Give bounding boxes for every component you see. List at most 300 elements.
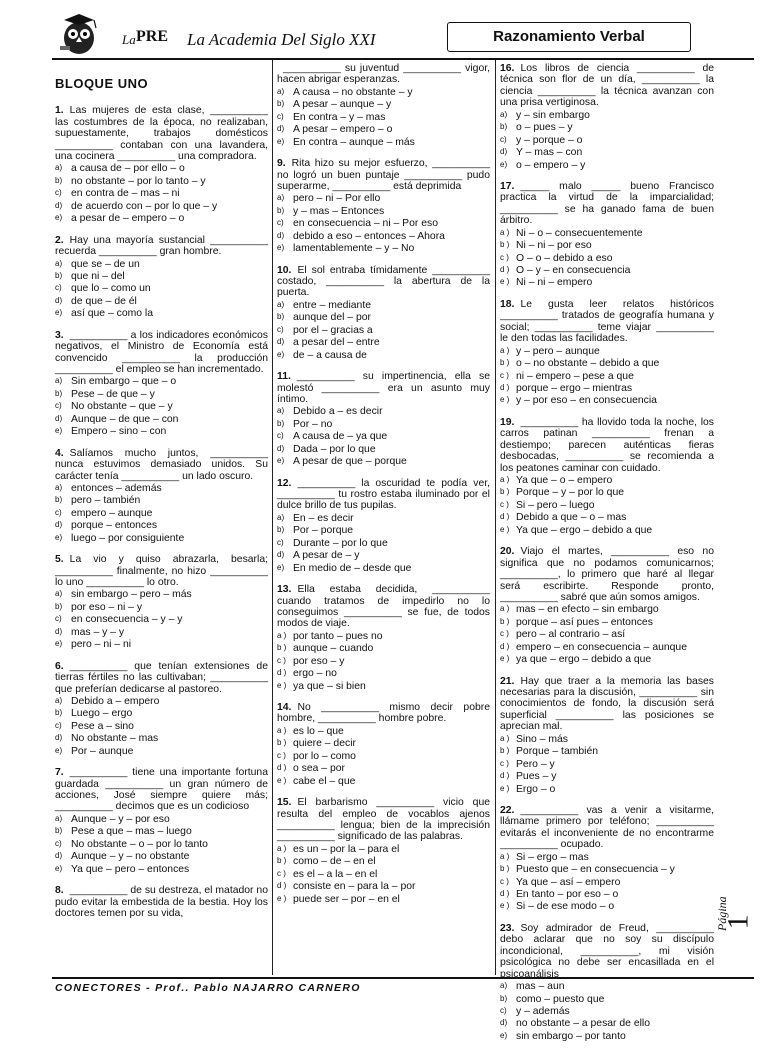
- answer-option: [500, 734, 714, 745]
- answer-option: [55, 389, 268, 400]
- option-letter: b): [277, 205, 285, 215]
- option-letter: b): [55, 708, 63, 718]
- answer-option: [277, 631, 490, 642]
- answer-option: [277, 668, 490, 679]
- question-text: El sol entraba tímidamente __________ costado, __________ la abertura de la puerta.: [277, 264, 490, 299]
- answer-option: [500, 358, 714, 369]
- option-text: A pesar de – y: [293, 550, 360, 562]
- option-text: Aunque – y – no obstante: [71, 851, 190, 863]
- option-text: Si – ergo – mas: [516, 851, 589, 863]
- option-text: Porque – y – por lo que: [516, 487, 625, 499]
- option-letter: d ): [500, 265, 510, 274]
- option-letter: b): [55, 601, 63, 611]
- answer-option: [55, 176, 268, 187]
- option-text: de acuerdo con – por lo que – y: [71, 200, 218, 212]
- answer-option: [55, 746, 268, 757]
- academy-title: La Academia Del Siglo XXI: [187, 30, 376, 49]
- answer-option: [500, 487, 714, 498]
- option-text: porque – así pues – entonces: [516, 616, 653, 628]
- option-letter: e): [277, 456, 285, 466]
- question-stem: [500, 923, 714, 980]
- question-stem: [55, 330, 268, 376]
- option-letter: e ): [500, 901, 510, 911]
- question-item: [500, 676, 714, 795]
- option-letter: e): [55, 213, 63, 223]
- answer-option: [500, 525, 714, 536]
- question-stem: [277, 371, 490, 405]
- answer-option: [277, 350, 490, 361]
- question-number: 12.: [277, 477, 292, 489]
- option-text: Puesto que – en consecuencia – y: [516, 864, 675, 876]
- option-text: y – por eso – en consecuencia: [516, 395, 657, 407]
- question-number: 20.: [500, 546, 515, 558]
- answer-option: [500, 629, 714, 640]
- option-text: que ni – del: [71, 270, 125, 282]
- option-letter: c): [55, 283, 62, 293]
- option-letter: c): [55, 507, 62, 517]
- answer-option: [500, 383, 714, 394]
- option-letter: a ): [500, 227, 510, 237]
- answer-option: [55, 826, 268, 837]
- brand-la: La: [122, 32, 136, 47]
- question-item: [55, 105, 268, 224]
- question-item: [500, 546, 714, 665]
- option-text: Sino – más: [516, 733, 568, 745]
- answer-option: [500, 864, 714, 875]
- question-item: [277, 63, 490, 148]
- option-letter: c): [277, 324, 284, 334]
- option-letter: a): [55, 695, 63, 705]
- option-letter: b): [500, 122, 508, 132]
- option-letter: a): [55, 163, 63, 173]
- answer-option: [55, 201, 268, 212]
- option-text: No obstante – mas: [71, 733, 159, 745]
- answer-option: [277, 99, 490, 110]
- answer-option: [277, 563, 490, 574]
- option-text: entre – mediante: [293, 299, 371, 311]
- question-stem: [55, 885, 268, 919]
- question-text: No __________ mismo decir pobre hombre, __________ hombre pobre.: [277, 702, 490, 725]
- answer-option: [277, 124, 490, 135]
- option-letter: c ): [277, 655, 286, 665]
- option-letter: e): [55, 745, 63, 755]
- answer-option: [277, 87, 490, 98]
- question-number: 22.: [500, 804, 515, 816]
- answer-option: [277, 218, 490, 229]
- answer-option: [277, 193, 490, 204]
- question-number: 10.: [277, 264, 292, 276]
- option-letter: b ): [500, 746, 510, 756]
- option-letter: d): [55, 733, 63, 743]
- answer-option: [500, 371, 714, 382]
- option-letter: a ): [500, 604, 510, 614]
- option-text: sin embargo – pero – más: [71, 589, 192, 601]
- option-text: en contra de – mas – ni: [71, 188, 180, 200]
- option-letter: e): [277, 349, 285, 359]
- option-text: por eso – y: [293, 655, 345, 667]
- option-text: o sea – por: [293, 763, 345, 775]
- option-letter: d ): [500, 641, 510, 651]
- question-item: [55, 661, 268, 758]
- answer-option: [277, 881, 490, 892]
- option-text: por lo – como: [293, 750, 356, 762]
- answer-option: [277, 726, 490, 737]
- option-text: A pesar de que – porque: [293, 456, 407, 468]
- answer-option: [500, 500, 714, 511]
- option-text: entonces – además: [71, 482, 162, 494]
- question-number: 5.: [55, 554, 64, 566]
- option-text: mas – en efecto – sin embargo: [516, 604, 659, 616]
- option-letter: d): [55, 200, 63, 210]
- option-text: Ni – o – consecuentemente: [516, 227, 643, 239]
- option-letter: b): [55, 270, 63, 280]
- question-list: [55, 105, 268, 919]
- question-number: 11.: [277, 371, 291, 383]
- answer-option: [55, 376, 268, 387]
- option-text: a pesar del – entre: [293, 337, 380, 349]
- question-item: [277, 702, 490, 787]
- option-text: Debido a que – o – mas: [516, 512, 627, 524]
- question-stem: [55, 554, 268, 588]
- option-letter: c ): [500, 629, 509, 639]
- option-letter: e ): [277, 893, 287, 903]
- option-text: y – mas – Entonces: [293, 205, 385, 217]
- question-stem: [55, 448, 268, 482]
- question-number: 14.: [277, 702, 292, 713]
- answer-option: [55, 283, 268, 294]
- answer-option: [277, 419, 490, 430]
- option-text: y – pero – aunque: [516, 345, 600, 357]
- option-letter: b): [277, 99, 285, 109]
- question-item: [277, 158, 490, 255]
- option-text: por eso – ni – y: [71, 601, 143, 613]
- option-letter: e): [55, 639, 63, 649]
- question-number: 21.: [500, 675, 515, 687]
- question-stem: [277, 702, 490, 725]
- answer-option: [277, 456, 490, 467]
- option-text: aunque – cuando: [293, 643, 374, 655]
- option-text: Por – aunque: [71, 745, 134, 757]
- answer-option: [500, 147, 714, 158]
- answer-option: [55, 308, 268, 319]
- answer-option: [277, 137, 490, 148]
- answer-option: [55, 163, 268, 174]
- option-text: Sin embargo – que – o: [71, 376, 177, 388]
- option-letter: a): [277, 512, 285, 522]
- question-text: Las mujeres de esta clase, __________ las costumbres de la época, no realizaban, supuestamente, trabajos domésticos __________ contaban con una lavandera, una cocinera __________ una compradora.: [55, 105, 268, 163]
- option-text: En medio de – desde que: [293, 562, 412, 574]
- option-text: luego – por consiguiente: [71, 532, 185, 544]
- question-stem: [500, 676, 714, 733]
- question-text: Viajo el martes, __________ eso no significa que no podamos comunicarnos; __________, lo primero que haré al llegar será escribirte. Responde pronto, __________ sabré que aún somos amigos.: [500, 546, 714, 603]
- answer-option: [500, 240, 714, 251]
- option-letter: a): [277, 299, 285, 309]
- option-text: En tanto – por eso – o: [516, 889, 619, 900]
- question-text: Hay una mayoría sustancial __________ recuerda __________ gran hombre.: [55, 234, 268, 258]
- option-text: en consecuencia – ni – Por eso: [293, 218, 438, 230]
- option-text: mas – y – y: [71, 626, 125, 638]
- option-text: Y – mas – con: [516, 147, 583, 159]
- option-letter: e): [55, 532, 63, 542]
- option-text: empero – en consecuencia – aunque: [516, 641, 687, 653]
- option-letter: e ): [500, 395, 510, 405]
- answer-option: [277, 538, 490, 549]
- answer-option: [277, 206, 490, 217]
- option-letter: a): [277, 406, 285, 416]
- option-letter: b ): [277, 856, 287, 866]
- option-text: así que – como la: [71, 308, 154, 320]
- question-item: [500, 417, 714, 536]
- question-number: 13.: [277, 584, 292, 596]
- option-text: Pues – y: [516, 771, 557, 783]
- question-list: [500, 63, 714, 1042]
- answer-option: [55, 533, 268, 544]
- question-number: 1.: [55, 105, 64, 117]
- option-letter: d): [500, 1018, 508, 1028]
- answer-option: [55, 426, 268, 437]
- option-letter: b): [55, 388, 63, 398]
- option-letter: b ): [500, 616, 510, 626]
- option-text: ya que – ergo – debido a que: [516, 654, 652, 666]
- option-letter: b): [500, 993, 508, 1003]
- answer-option: [277, 525, 490, 536]
- question-number: 8.: [55, 885, 64, 897]
- answer-option: [55, 839, 268, 850]
- option-letter: b): [277, 418, 285, 428]
- answer-option: [500, 759, 714, 770]
- option-letter: e): [277, 243, 285, 253]
- option-text: por el – gracias a: [293, 324, 373, 336]
- question-stem: [55, 661, 268, 695]
- question-number: 2.: [55, 234, 64, 246]
- question-item: [55, 330, 268, 438]
- question-item: [55, 554, 268, 651]
- question-number: 7.: [55, 767, 64, 779]
- option-letter: c ): [500, 252, 509, 262]
- option-text: Pese a que – mas – luego: [71, 826, 192, 838]
- answer-option: [500, 346, 714, 357]
- question-number: 3.: [55, 329, 64, 341]
- answer-option: [55, 814, 268, 825]
- option-letter: a ): [500, 345, 510, 355]
- answer-option: [277, 444, 490, 455]
- option-text: A pesar – aunque – y: [293, 99, 392, 111]
- option-letter: e ): [500, 654, 510, 664]
- answer-option: [55, 213, 268, 224]
- answer-option: [55, 721, 268, 732]
- answer-option: [500, 889, 714, 900]
- option-text: Pese a – sino: [71, 720, 134, 732]
- option-letter: c): [55, 720, 62, 730]
- answer-option: [55, 414, 268, 425]
- question-text: __________ su juventud __________ vigor, hacen abrigar esperanzas.: [277, 63, 490, 86]
- answer-option: [500, 994, 714, 1005]
- option-letter: d): [500, 147, 508, 157]
- option-letter: a): [500, 981, 508, 991]
- option-text: porque – entonces: [71, 520, 158, 532]
- question-item: [277, 797, 490, 905]
- option-letter: c): [277, 111, 284, 121]
- option-letter: c ): [500, 876, 509, 886]
- option-text: En contra – aunque – más: [293, 136, 415, 148]
- answer-option: [500, 512, 714, 523]
- option-text: Ya que – ergo – debido a que: [516, 524, 653, 536]
- option-letter: e): [55, 426, 63, 436]
- answer-option: [277, 738, 490, 749]
- answer-option: [277, 325, 490, 336]
- header: [52, 12, 692, 56]
- option-letter: c): [55, 401, 62, 411]
- option-text: aunque del – por: [293, 312, 371, 324]
- question-number: 23.: [500, 922, 515, 934]
- question-text: La vio y quiso abrazarla, besarla; __________ finalmente, no hizo __________ lo uno __________ lo otro.: [55, 554, 268, 589]
- question-text: __________ vas a venir a visitarme, llámame primero por teléfono; __________ evitarás el inconveniente de no encontrarme __________ ocupado.: [500, 804, 714, 851]
- option-letter: e): [277, 562, 285, 572]
- question-list: [277, 63, 490, 905]
- option-letter: e): [500, 1030, 508, 1040]
- question-item: [55, 885, 268, 919]
- answer-option: [277, 312, 490, 323]
- answer-option: [500, 265, 714, 276]
- option-text: como – puesto que: [516, 993, 605, 1005]
- answer-option: [277, 112, 490, 123]
- option-text: en consecuencia – y – y: [71, 614, 183, 626]
- option-text: Luego – ergo: [71, 708, 133, 720]
- answer-option: [55, 520, 268, 531]
- option-letter: b ): [500, 487, 510, 497]
- option-letter: d): [55, 413, 63, 423]
- answer-option: [277, 681, 490, 692]
- option-letter: d): [55, 520, 63, 530]
- option-text: No obstante – que – y: [71, 401, 173, 413]
- answer-option: [500, 746, 714, 757]
- option-letter: d): [55, 626, 63, 636]
- answer-option: [500, 277, 714, 288]
- answer-option: [500, 604, 714, 615]
- answer-option: [55, 296, 268, 307]
- option-letter: d): [277, 124, 285, 134]
- answer-option: [55, 627, 268, 638]
- option-letter: d ): [500, 512, 510, 522]
- option-text: Ya que – pero – entonces: [71, 863, 190, 875]
- answer-option: [500, 122, 714, 133]
- option-text: A causa – no obstante – y: [293, 86, 413, 98]
- option-text: no obstante – a pesar de ello: [516, 1018, 651, 1030]
- option-text: Aunque – de que – con: [71, 413, 179, 425]
- option-letter: d ): [277, 763, 287, 773]
- option-letter: b ): [500, 240, 510, 250]
- option-letter: a): [55, 376, 63, 386]
- answer-option: [277, 231, 490, 242]
- answer-option: [277, 243, 490, 254]
- option-letter: c): [277, 537, 284, 547]
- question-item: [500, 805, 714, 913]
- question-item: [55, 448, 268, 545]
- option-letter: c): [55, 188, 62, 198]
- option-text: porque – ergo – mientras: [516, 382, 633, 394]
- question-item: [55, 235, 268, 320]
- option-text: a causa de – por ello – o: [71, 163, 185, 175]
- option-letter: d ): [500, 382, 510, 392]
- option-letter: c): [500, 134, 507, 144]
- question-stem: [55, 105, 268, 162]
- question-item: [500, 181, 714, 289]
- option-text: No obstante – o – por lo tanto: [71, 838, 208, 850]
- option-text: y – porque – o: [516, 134, 583, 146]
- option-letter: a): [55, 258, 63, 268]
- answer-option: [55, 271, 268, 282]
- question-text: __________ ha llovido toda la noche, los carros patinan __________ frenan a destiempo; parecen auténticas fieras desbocadas, __________ se recomienda a los peatones caminar con cuidado.: [500, 416, 714, 474]
- question-number: 18.: [500, 298, 515, 310]
- answer-option: [55, 614, 268, 625]
- question-text: Rita hizo su mejor esfuerzo, __________ no logró un buen puntaje __________ pudo superarme, __________ está deprimida: [277, 158, 490, 192]
- answer-option: [55, 589, 268, 600]
- option-text: Debido a – es decir: [293, 406, 383, 418]
- option-letter: d): [55, 295, 63, 305]
- option-text: es un – por la – para el: [293, 843, 400, 855]
- question-item: [500, 63, 714, 171]
- option-letter: c): [277, 218, 284, 228]
- question-stem: [55, 235, 268, 258]
- option-text: ya que – si bien: [293, 680, 366, 692]
- answer-option: [500, 135, 714, 146]
- answer-option: [277, 300, 490, 311]
- answer-option: [55, 639, 268, 650]
- question-text: Le gusta leer relatos históricos __________ tratados de geografía humana y social; __________ teme viajar __________ le den todas las facilidades.: [500, 298, 714, 345]
- option-text: o – no obstante – debido a que: [516, 358, 660, 370]
- option-text: por tanto – pues no: [293, 630, 383, 642]
- option-text: Ni – ni – empero: [516, 277, 593, 289]
- option-letter: d): [277, 443, 285, 453]
- owl-logo-icon: [52, 12, 106, 56]
- option-text: que se – de un: [71, 258, 140, 270]
- option-text: y – además: [516, 1005, 570, 1017]
- option-letter: b): [277, 312, 285, 322]
- answer-option: [500, 771, 714, 782]
- answer-option: [55, 696, 268, 707]
- option-text: cabe el – que: [293, 775, 356, 787]
- option-letter: a): [55, 813, 63, 823]
- question-text: Soy admirador de Freud, __________ debo aclarar que no soy su discípulo incondicional, __________, mi visión psicológica no debe ser encasillada en el psicoanálisis: [500, 922, 714, 980]
- option-letter: b): [55, 495, 63, 505]
- question-stem: [277, 63, 490, 86]
- question-item: [500, 923, 714, 1042]
- option-letter: d ): [500, 771, 510, 781]
- answer-option: [55, 708, 268, 719]
- option-letter: e): [277, 136, 285, 146]
- question-item: [277, 371, 490, 468]
- answer-option: [500, 253, 714, 264]
- option-letter: e ): [500, 277, 510, 287]
- question-text: El barbarismo __________ vicio que resulta del empleo de vocablos ajenos __________ lengua; bien de la imprecisión __________ significado de las palabras.: [277, 797, 490, 843]
- question-text: __________ tiene una importante fortuna guardada __________ un gran número de acciones, José siempre quiere más; __________ decimos que es un codicioso: [55, 767, 268, 813]
- answer-option: [277, 763, 490, 774]
- option-text: empero – aunque: [71, 507, 153, 519]
- option-letter: e ): [500, 524, 510, 534]
- answer-option: [277, 643, 490, 654]
- option-letter: c): [55, 838, 62, 848]
- option-text: Aunque – y – por eso: [71, 813, 170, 825]
- option-text: lamentablemente – y – No: [293, 243, 415, 255]
- brand-pre: PRE: [136, 28, 168, 45]
- option-text: o – empero – y: [516, 159, 586, 171]
- question-item: [500, 299, 714, 407]
- option-text: Debido a – empero: [71, 695, 160, 707]
- option-letter: c): [277, 431, 284, 441]
- option-text: En – es decir: [293, 512, 354, 524]
- answer-option: [500, 1006, 714, 1017]
- question-stem: [55, 767, 268, 813]
